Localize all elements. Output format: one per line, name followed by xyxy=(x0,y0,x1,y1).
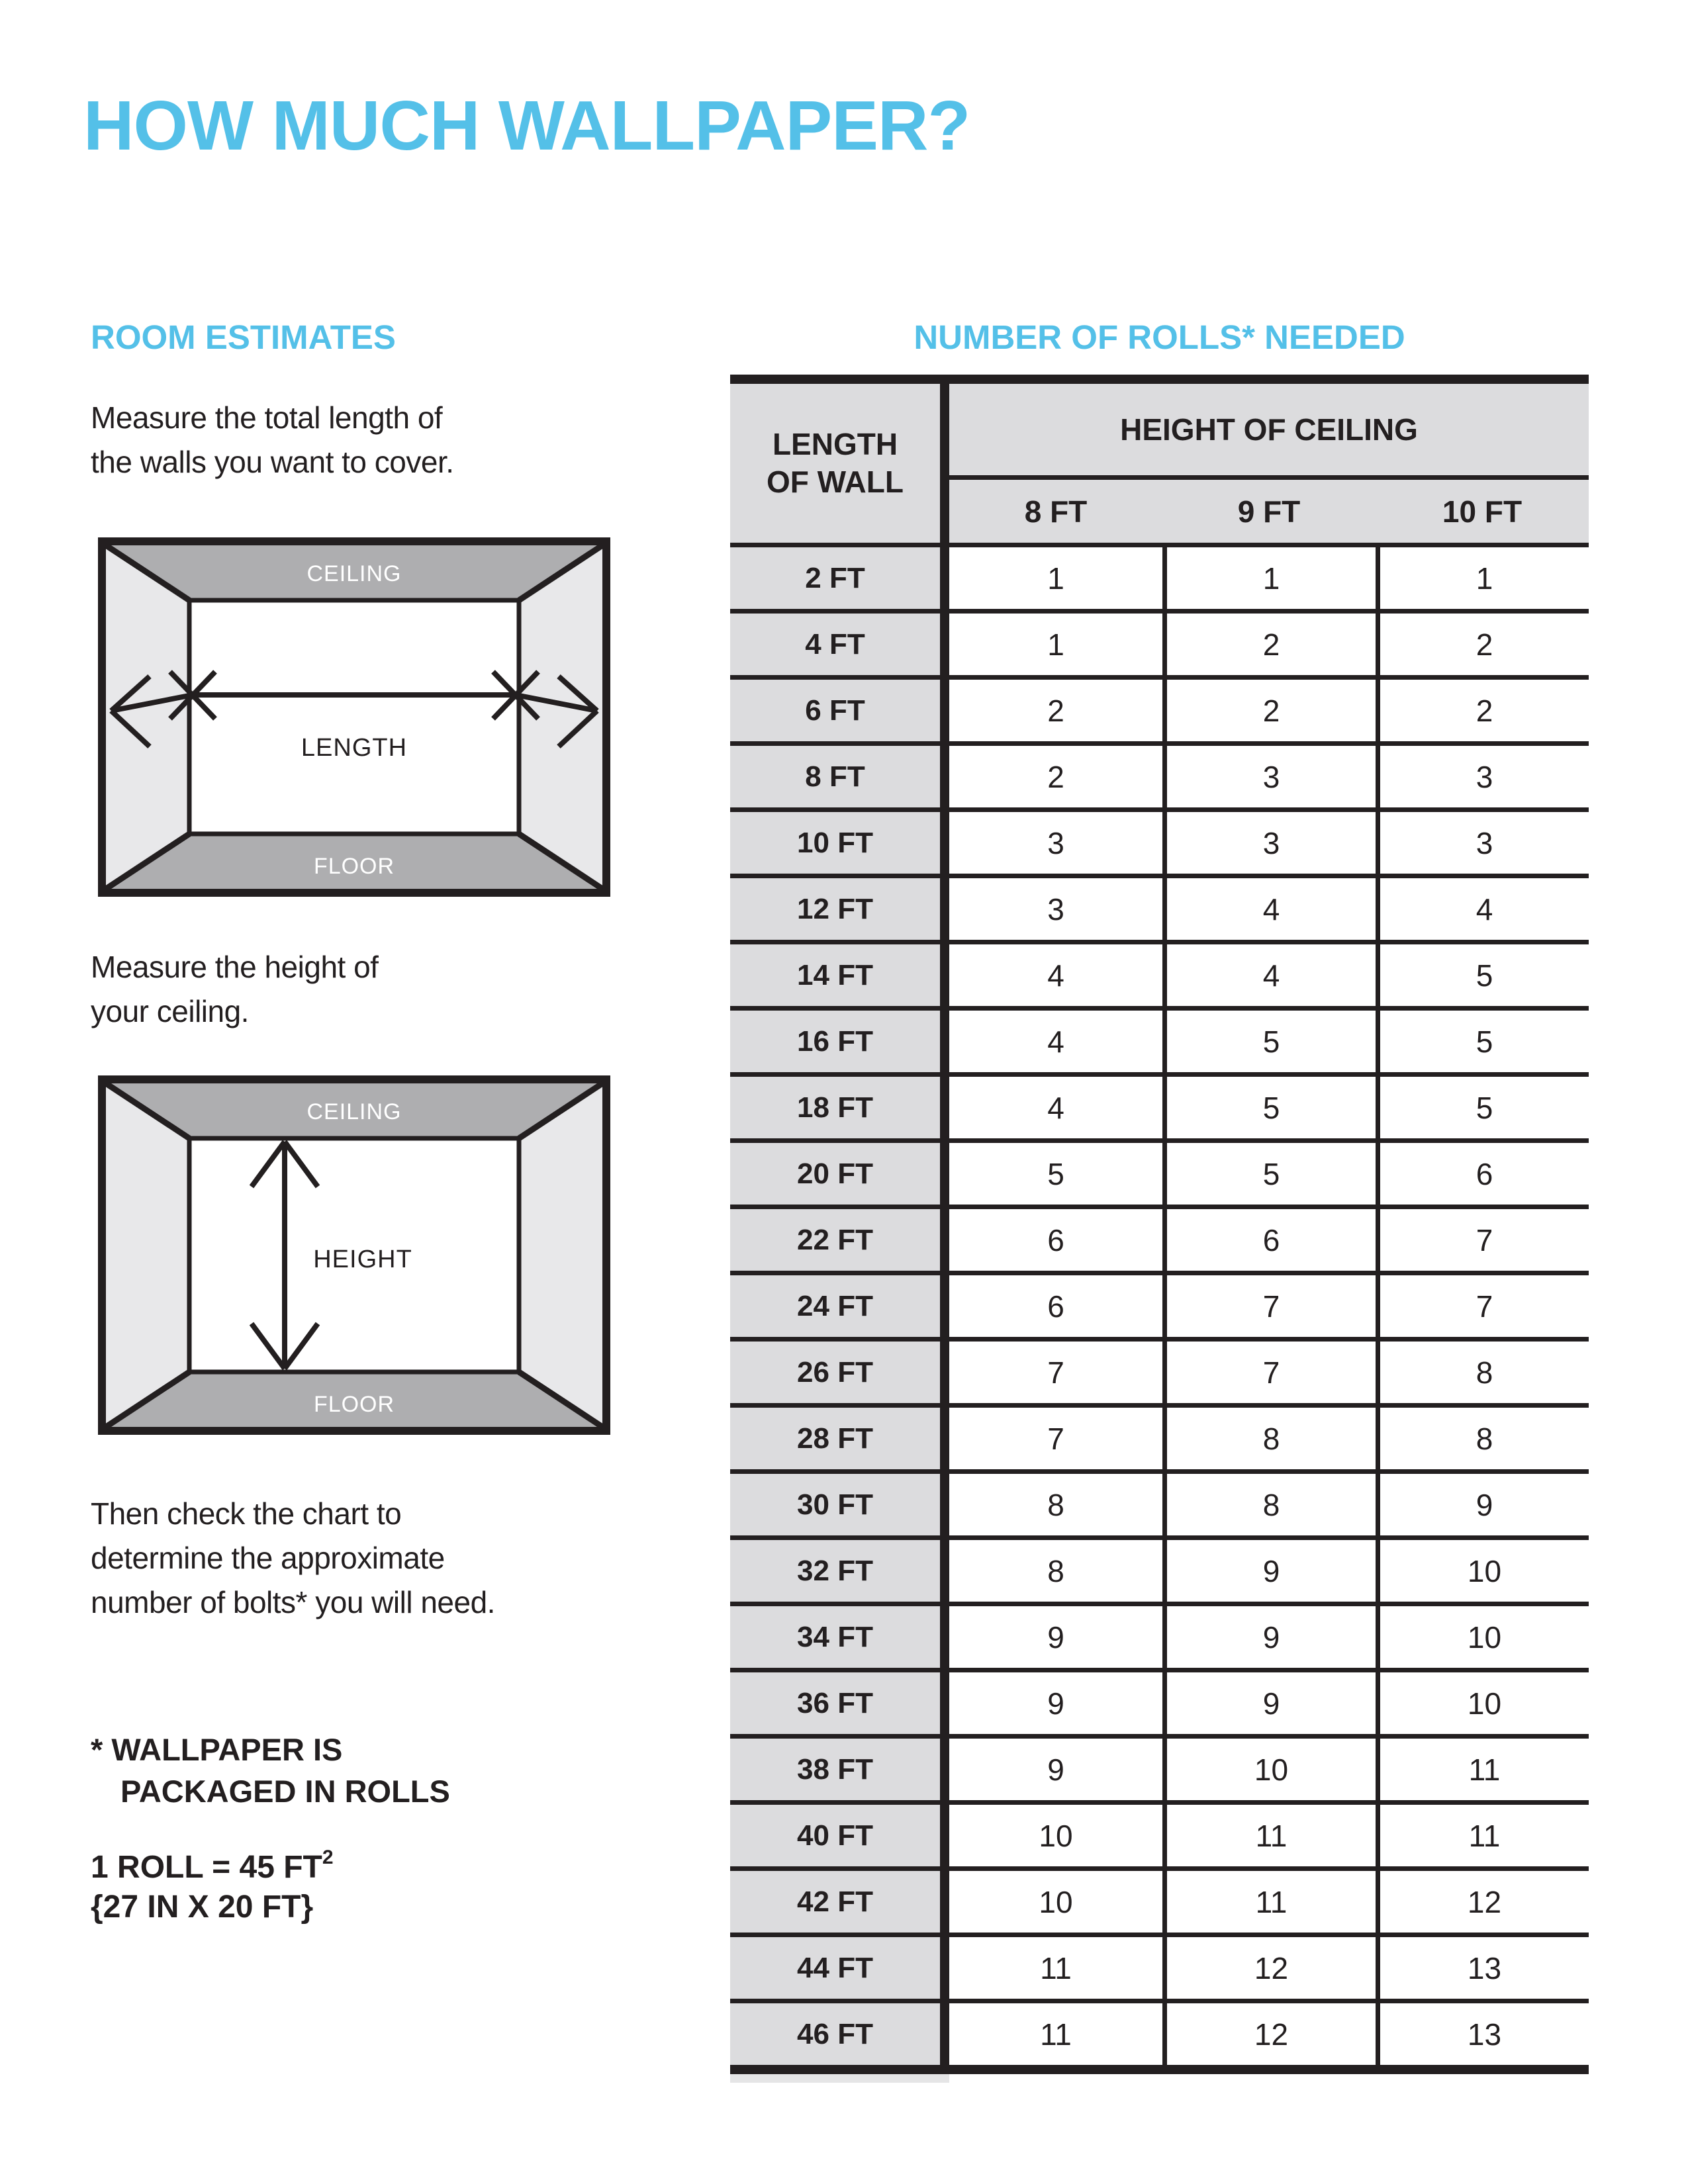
left-wall-face xyxy=(106,1083,189,1427)
table-left-column-shadow xyxy=(730,2074,949,2083)
ceiling-height-diagram xyxy=(98,1075,610,1435)
length-of-wall-header xyxy=(730,384,949,543)
row-value: 11 xyxy=(1376,1800,1589,1866)
row-length-label: 36 FT xyxy=(730,1668,949,1734)
row-length-label: 14 FT xyxy=(730,940,949,1006)
row-value: 10 xyxy=(1376,1535,1589,1602)
ceiling-label: CEILING xyxy=(306,561,402,586)
row-value: 8 xyxy=(1162,1469,1376,1535)
row-value: 5 xyxy=(1376,940,1589,1006)
page-title: HOW MUCH WALLPAPER? xyxy=(83,87,970,165)
row-value: 10 xyxy=(1162,1734,1376,1800)
paragraph-line: Then check the chart to xyxy=(91,1496,402,1531)
row-value: 9 xyxy=(1162,1535,1376,1602)
row-length-label: 16 FT xyxy=(730,1006,949,1072)
row-length-label: 32 FT xyxy=(730,1535,949,1602)
row-length-label: 44 FT xyxy=(730,1933,949,1999)
row-value: 13 xyxy=(1376,1999,1589,2065)
row-value: 12 xyxy=(1162,1999,1376,2065)
row-value: 7 xyxy=(1376,1205,1589,1271)
roll-size-info xyxy=(91,1848,334,1927)
row-value: 2 xyxy=(1162,609,1376,675)
row-value: 5 xyxy=(1162,1006,1376,1072)
row-value: 9 xyxy=(949,1602,1162,1668)
row-value: 9 xyxy=(1162,1602,1376,1668)
row-value: 13 xyxy=(1376,1933,1589,1999)
rolls-needed-heading: NUMBER OF ROLLS* NEEDED xyxy=(914,318,1405,356)
row-length-label: 24 FT xyxy=(730,1271,949,1337)
row-length-label: 28 FT xyxy=(730,1403,949,1469)
wallpaper-footnote xyxy=(91,1729,450,1812)
row-value: 9 xyxy=(949,1734,1162,1800)
header-line: OF WALL xyxy=(767,465,904,499)
row-value: 8 xyxy=(1162,1403,1376,1469)
room-estimates-heading: ROOM ESTIMATES xyxy=(91,318,396,356)
row-length-label: 38 FT xyxy=(730,1734,949,1800)
paragraph-line: number of bolts* you will need. xyxy=(91,1585,495,1619)
row-length-label: 6 FT xyxy=(730,675,949,741)
row-value: 4 xyxy=(1162,940,1376,1006)
row-value: 4 xyxy=(1376,874,1589,940)
row-length-label: 10 FT xyxy=(730,807,949,874)
row-length-label: 20 FT xyxy=(730,1138,949,1205)
row-value: 2 xyxy=(949,741,1162,807)
row-value: 4 xyxy=(949,940,1162,1006)
row-value: 8 xyxy=(1376,1337,1589,1403)
row-value: 5 xyxy=(1162,1138,1376,1205)
header-line: LENGTH xyxy=(772,427,898,461)
row-length-label: 42 FT xyxy=(730,1866,949,1933)
column-header-9ft: 9 FT xyxy=(1162,475,1376,543)
row-value: 5 xyxy=(1376,1006,1589,1072)
row-value: 5 xyxy=(1376,1072,1589,1138)
paragraph-line: the walls you want to cover. xyxy=(91,445,454,479)
row-value: 10 xyxy=(1376,1602,1589,1668)
row-value: 4 xyxy=(949,1072,1162,1138)
row-value: 7 xyxy=(1376,1271,1589,1337)
row-value: 2 xyxy=(1376,609,1589,675)
measure-length-paragraph xyxy=(91,396,454,484)
paragraph-line: Measure the height of xyxy=(91,950,379,984)
ceiling-label: CEILING xyxy=(306,1099,402,1124)
row-length-label: 2 FT xyxy=(730,543,949,609)
row-value: 10 xyxy=(949,1800,1162,1866)
row-value: 11 xyxy=(1376,1734,1589,1800)
row-length-label: 34 FT xyxy=(730,1602,949,1668)
row-length-label: 46 FT xyxy=(730,1999,949,2065)
row-value: 4 xyxy=(949,1006,1162,1072)
row-value: 9 xyxy=(949,1668,1162,1734)
row-value: 9 xyxy=(1162,1668,1376,1734)
floor-label: FLOOR xyxy=(313,1392,395,1417)
row-value: 1 xyxy=(1376,543,1589,609)
row-length-label: 26 FT xyxy=(730,1337,949,1403)
row-value: 1 xyxy=(1162,543,1376,609)
footnote-line: WALLPAPER IS xyxy=(111,1732,343,1767)
row-value: 6 xyxy=(1162,1205,1376,1271)
column-header-8ft: 8 FT xyxy=(949,475,1162,543)
row-value: 12 xyxy=(1376,1866,1589,1933)
row-value: 3 xyxy=(1162,807,1376,874)
paragraph-line: Measure the total length of xyxy=(91,400,443,435)
row-value: 2 xyxy=(949,675,1162,741)
check-chart-paragraph xyxy=(91,1492,495,1625)
row-value: 12 xyxy=(1162,1933,1376,1999)
height-label: HEIGHT xyxy=(313,1246,412,1273)
row-value: 2 xyxy=(1376,675,1589,741)
rolls-table xyxy=(730,375,1589,2074)
row-value: 7 xyxy=(1162,1337,1376,1403)
row-value: 5 xyxy=(1162,1072,1376,1138)
back-wall xyxy=(189,600,519,834)
row-value: 3 xyxy=(1376,741,1589,807)
paragraph-line: your ceiling. xyxy=(91,994,249,1028)
roll-equation xyxy=(91,1848,334,1888)
row-value: 3 xyxy=(949,874,1162,940)
row-value: 11 xyxy=(949,1933,1162,1999)
room-length-diagram xyxy=(98,537,610,897)
floor-label: FLOOR xyxy=(313,854,395,879)
row-value: 11 xyxy=(1162,1800,1376,1866)
row-value: 6 xyxy=(1376,1138,1589,1205)
row-value: 1 xyxy=(949,543,1162,609)
row-value: 6 xyxy=(949,1271,1162,1337)
paragraph-line: determine the approximate xyxy=(91,1541,445,1575)
right-wall-face xyxy=(519,1083,602,1427)
row-value: 8 xyxy=(1376,1403,1589,1469)
roll-equation-text: 1 ROLL = 45 FT xyxy=(91,1850,322,1885)
row-value: 9 xyxy=(1376,1469,1589,1535)
row-length-label: 8 FT xyxy=(730,741,949,807)
row-length-label: 12 FT xyxy=(730,874,949,940)
footnote-asterisk: * xyxy=(91,1732,103,1767)
row-value: 6 xyxy=(949,1205,1162,1271)
row-value: 4 xyxy=(1162,874,1376,940)
row-value: 8 xyxy=(949,1535,1162,1602)
row-value: 2 xyxy=(1162,675,1376,741)
row-value: 10 xyxy=(1376,1668,1589,1734)
row-value: 7 xyxy=(949,1403,1162,1469)
row-value: 11 xyxy=(1162,1866,1376,1933)
length-label: LENGTH xyxy=(301,734,408,762)
row-value: 5 xyxy=(949,1138,1162,1205)
row-value: 3 xyxy=(949,807,1162,874)
row-value: 10 xyxy=(949,1866,1162,1933)
row-length-label: 30 FT xyxy=(730,1469,949,1535)
roll-superscript: 2 xyxy=(322,1846,334,1868)
height-of-ceiling-header: HEIGHT OF CEILING xyxy=(949,384,1589,475)
row-length-label: 40 FT xyxy=(730,1800,949,1866)
row-length-label: 18 FT xyxy=(730,1072,949,1138)
row-length-label: 22 FT xyxy=(730,1205,949,1271)
column-header-10ft: 10 FT xyxy=(1376,475,1589,543)
roll-dimensions: {27 IN X 20 FT} xyxy=(91,1889,314,1925)
row-value: 1 xyxy=(949,609,1162,675)
row-length-label: 4 FT xyxy=(730,609,949,675)
row-value: 11 xyxy=(949,1999,1162,2065)
footnote-line: PACKAGED IN ROLLS xyxy=(120,1774,450,1809)
row-value: 7 xyxy=(949,1337,1162,1403)
row-value: 3 xyxy=(1162,741,1376,807)
measure-height-paragraph xyxy=(91,945,378,1034)
row-value: 3 xyxy=(1376,807,1589,874)
row-value: 8 xyxy=(949,1469,1162,1535)
row-value: 7 xyxy=(1162,1271,1376,1337)
